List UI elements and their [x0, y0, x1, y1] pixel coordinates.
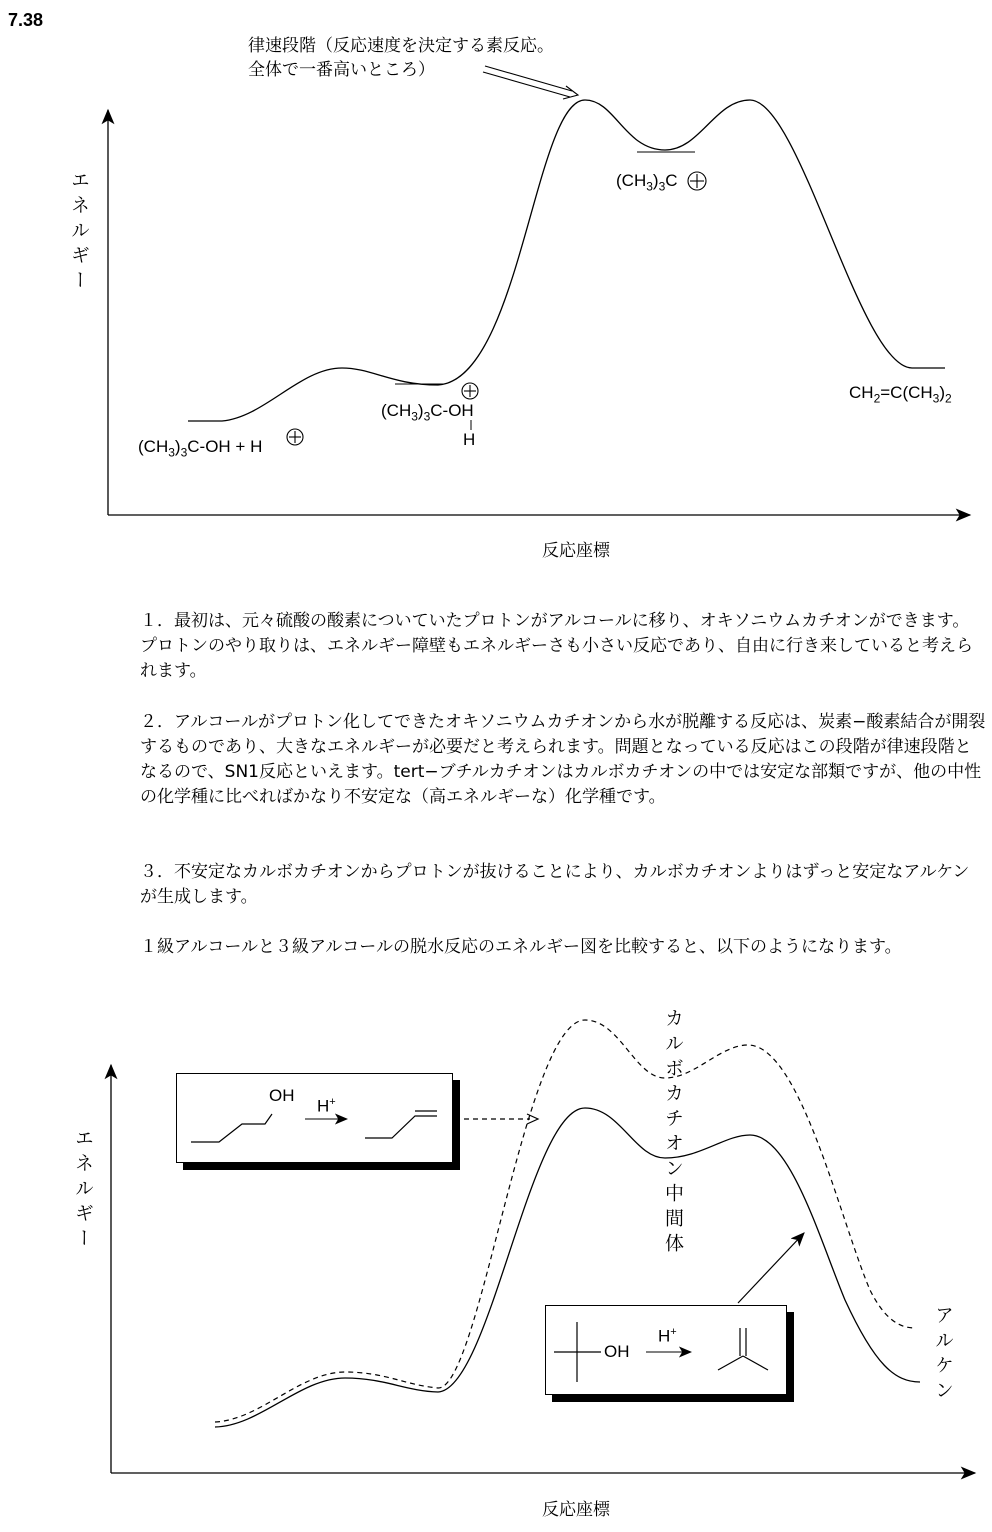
rate-determining-annotation-line1: 律速段階（反応速度を決定する素反応。 [248, 36, 554, 56]
primary-alcohol-box [176, 1073, 453, 1163]
fig2-y-label: エネルギー [72, 1128, 94, 1253]
plus-circle-icon [462, 383, 478, 399]
plus-circle-icon [688, 172, 706, 190]
reactant-label: $(CH_3)_3C-OH + H$ [138, 437, 263, 460]
rate-determining-annotation-line2: 全体で一番高いところ） [248, 60, 435, 80]
alkene-intermediate-label: アルケン [932, 1305, 954, 1405]
tertiary-alcohol-box [545, 1305, 787, 1395]
fig2-tertiary-arrow [738, 1233, 804, 1303]
primary-reagent-label: H+ [317, 1096, 336, 1116]
paragraph-2: ２．アルコールがプロトン化してできたオキソニウムカチオンから水が脱離する反応は、炭素−酸素結合が開裂するものであり、大きなエネルギーが必要だと考えられます。問題となっている反応はこの段階が律速段階となるので、SN1反応といえます。tert−ブチルカチオンはカルボカチオンの中では安定な部類ですが、他の中性の化学種に比べればかなり不安定な（高エネルギーな）化学種です。 [140, 712, 986, 807]
primary-oh-label: OH [269, 1086, 295, 1105]
paragraph-4: １級アルコールと３級アルコールの脱水反応のエネルギー図を比較すると、以下のようになります。 [140, 937, 902, 957]
oxonium-h-label: H [463, 430, 476, 449]
fig1-energy-curve [188, 100, 945, 424]
paragraph-3: ３．不安定なカルボカチオンからプロトンが抜けることにより、カルボカチオンよりはずっと安定なアルケンが生成します。 [140, 862, 970, 907]
fig1-y-label: エネルギー [68, 170, 90, 295]
tertiary-alcohol-structure [546, 1306, 786, 1394]
oxonium-label: $(CH_3)_3C-OH$ [381, 401, 474, 424]
primary-alcohol-structure [177, 1074, 452, 1162]
tertiary-reagent-label: H+ [658, 1326, 677, 1346]
alkene-label: $CH_2=C(CH_3)_2$ [849, 383, 952, 406]
paragraph-1: １．最初は、元々硫酸の酸素についていたプロトンがアルコールに移り、オキソニウムカチオンができます。プロトンのやり取りは、エネルギー障壁もエネルギーさも小さい反応であり、自由に行き来していると考えられます。 [140, 611, 973, 681]
fig2-x-label: 反応座標 [542, 1500, 610, 1520]
tertiary-oh-label: OH [604, 1342, 630, 1361]
plus-circle-icon [287, 429, 303, 445]
problem-number: 7.38 [8, 10, 44, 30]
fig1-x-label: 反応座標 [542, 541, 610, 561]
carbocation-label: $(CH_3)_3C$ [616, 171, 678, 194]
fig1-annotation-arrow [485, 66, 572, 91]
carbocation-intermediate-label: カルボカチオン中間体 [662, 1008, 684, 1258]
